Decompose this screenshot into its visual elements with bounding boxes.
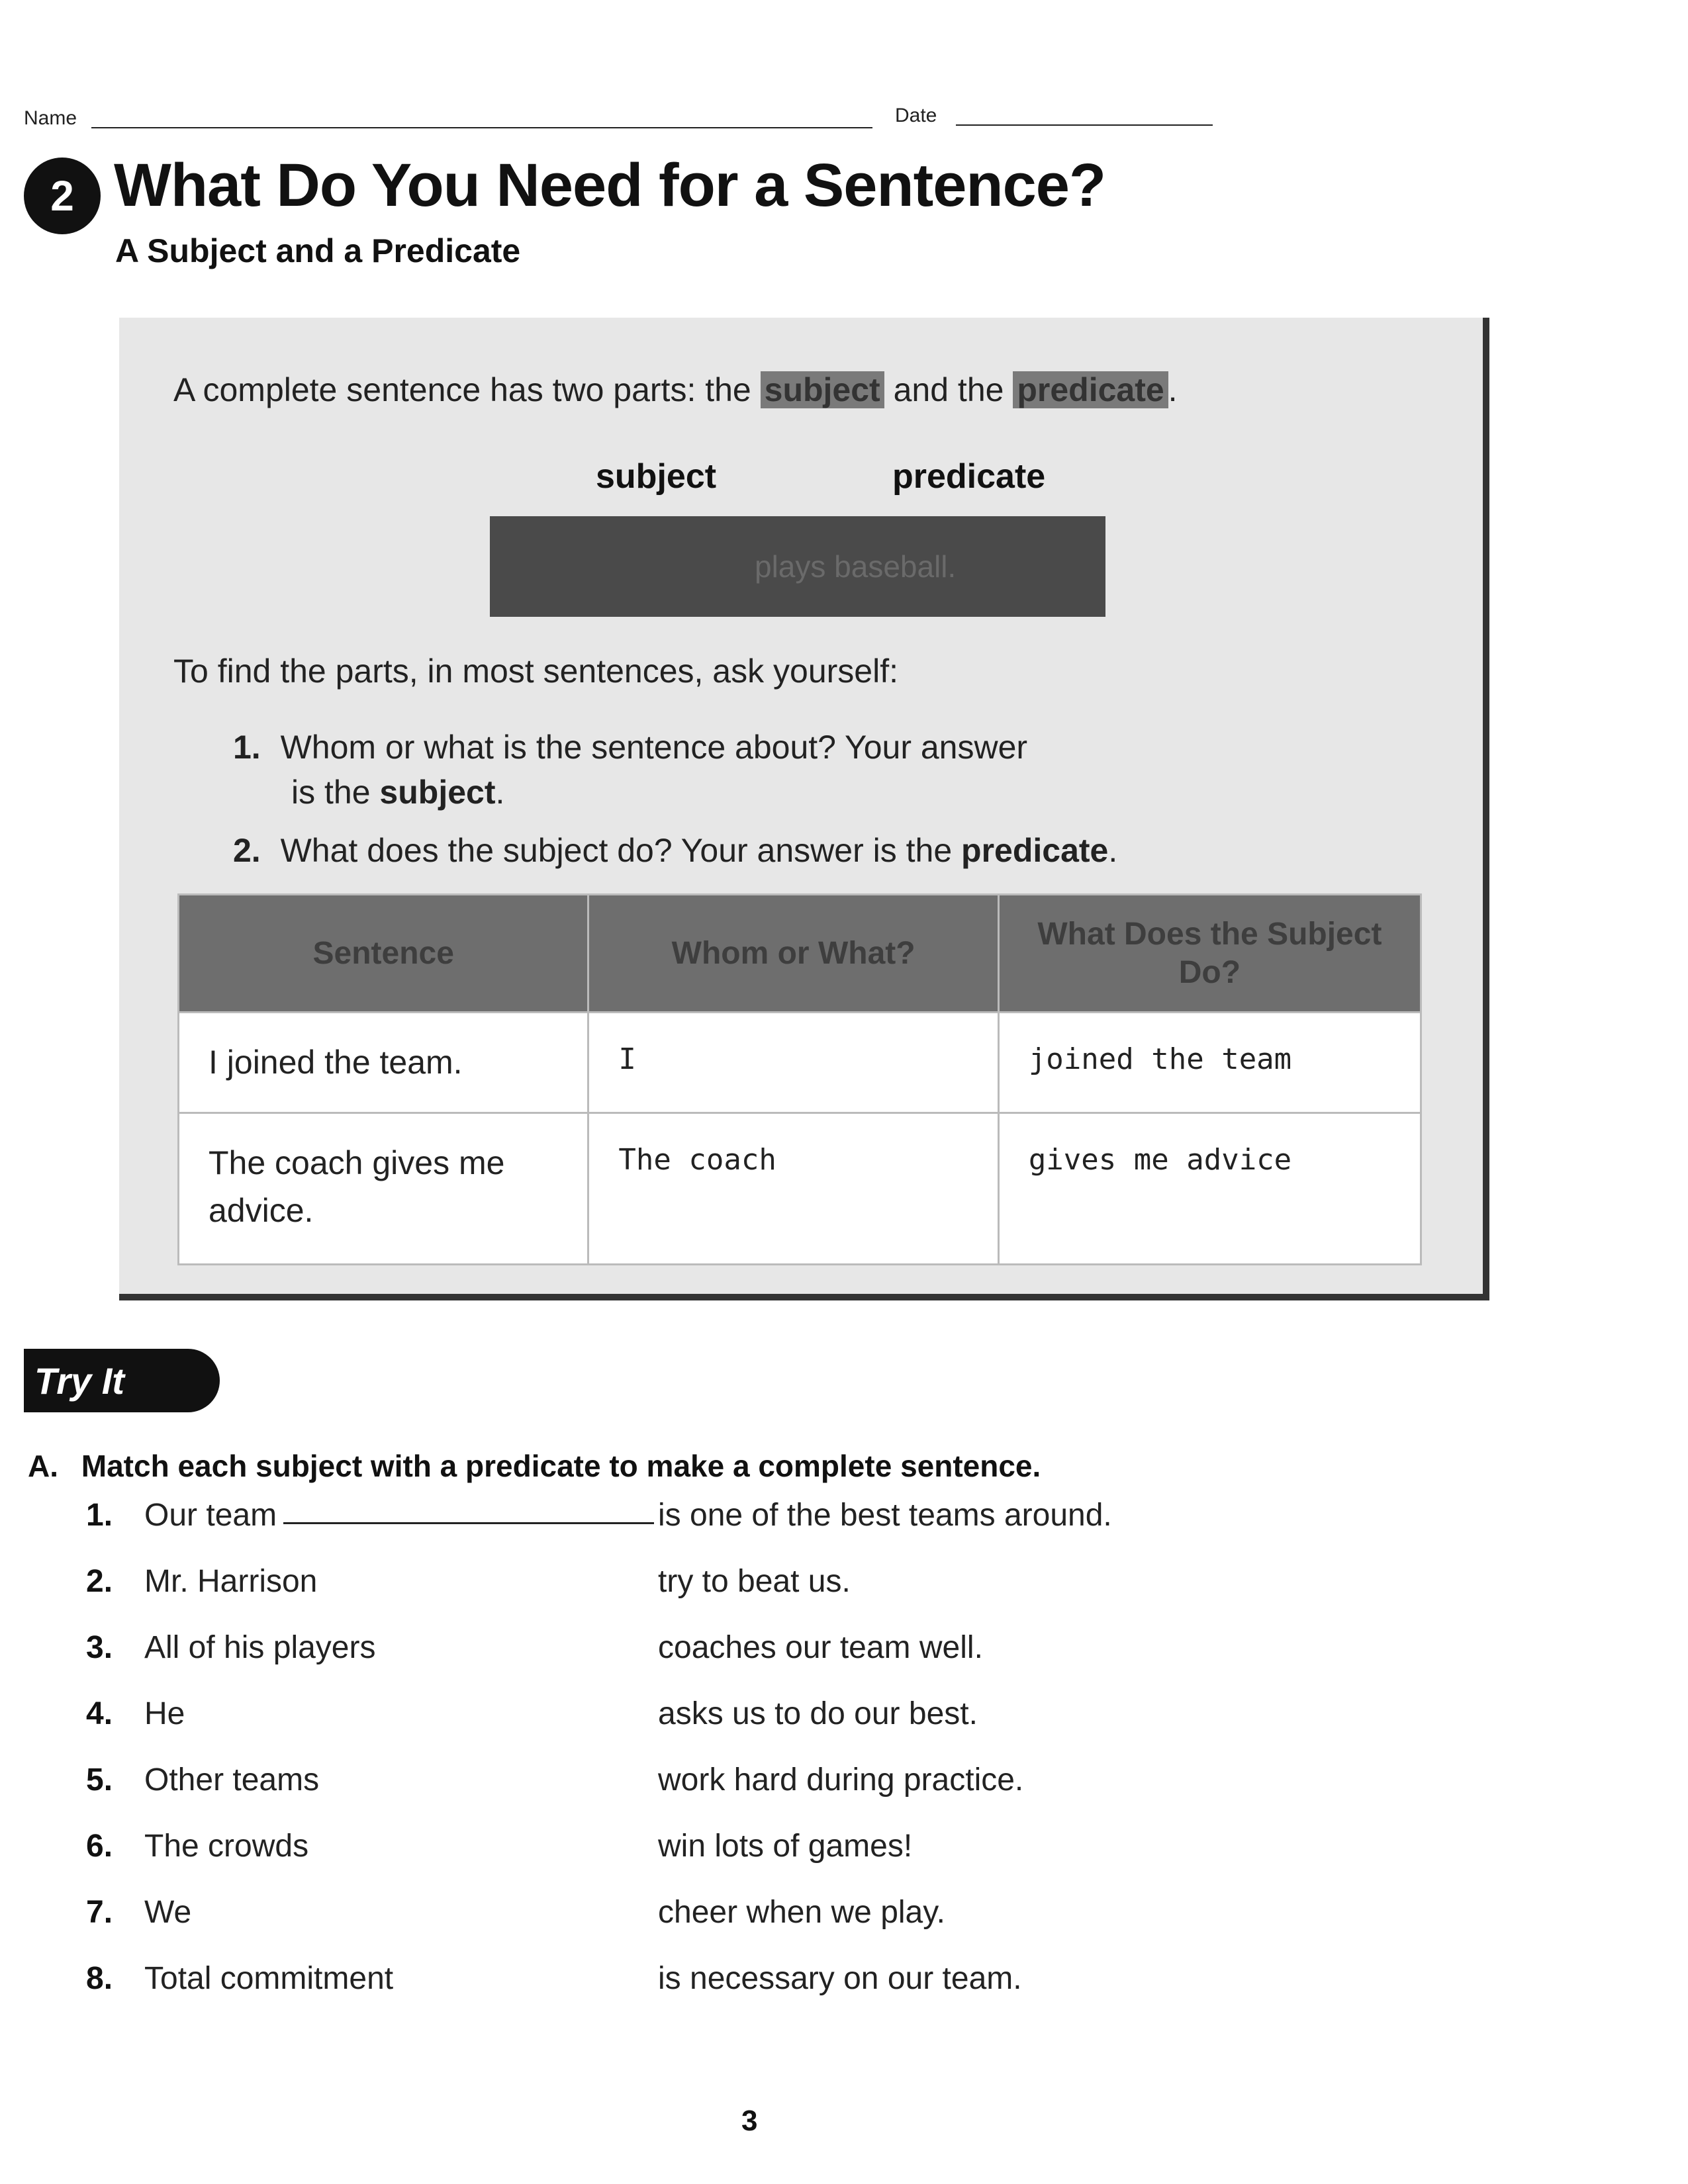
name-label: Name xyxy=(24,107,77,129)
list-item xyxy=(86,1762,1278,1828)
step-bold-term: predicate xyxy=(961,832,1109,869)
item-number: 5. xyxy=(86,1762,113,1797)
subject-highlight: subject xyxy=(761,371,884,408)
list-item xyxy=(86,1563,1278,1629)
item-subject[interactable]: The crowds xyxy=(144,1829,309,1864)
item-subject[interactable]: We xyxy=(144,1895,192,1930)
page-subtitle: A Subject and a Predicate xyxy=(115,232,521,269)
example-sentence-bar xyxy=(490,516,1105,617)
item-number: 6. xyxy=(86,1829,113,1864)
intro-text-mid: and the xyxy=(893,371,1004,408)
item-predicate[interactable]: cheer when we play. xyxy=(658,1895,946,1930)
page-title: What Do You Need for a Sentence? xyxy=(114,152,1106,219)
list-item xyxy=(86,1828,1278,1894)
step-number: 1. xyxy=(233,729,261,766)
table-cell-answer: I xyxy=(588,1013,998,1113)
exercise-list xyxy=(86,1497,1278,2026)
item-subject[interactable]: He xyxy=(144,1696,185,1731)
step-2 xyxy=(233,831,1117,870)
instruction-letter: A. xyxy=(28,1449,58,1483)
page-number: 3 xyxy=(741,2105,758,2137)
list-item xyxy=(86,1894,1278,1960)
table-cell-answer: joined the team xyxy=(998,1013,1421,1113)
list-item xyxy=(86,1696,1278,1762)
intro-text-end: . xyxy=(1168,371,1178,408)
date-line[interactable] xyxy=(956,124,1213,126)
item-predicate[interactable]: is one of the best teams around. xyxy=(658,1498,1112,1533)
item-number: 1. xyxy=(86,1498,113,1533)
item-predicate[interactable]: coaches our team well. xyxy=(658,1630,983,1665)
item-number: 8. xyxy=(86,1961,113,1996)
date-label: Date xyxy=(895,105,937,126)
list-item xyxy=(86,1960,1278,2026)
item-subject[interactable]: Our team xyxy=(144,1498,277,1533)
sentence-parts-table xyxy=(177,893,1422,1265)
item-predicate[interactable]: win lots of games! xyxy=(658,1829,913,1864)
instruction-text: Match each subject with a predicate to make a complete sentence. xyxy=(81,1449,1041,1483)
lesson-number-badge: 2 xyxy=(24,158,101,234)
step-text: Whom or what is the sentence about? Your answer xyxy=(280,729,1028,766)
item-predicate[interactable]: work hard during practice. xyxy=(658,1762,1024,1797)
item-number: 3. xyxy=(86,1630,113,1665)
item-subject[interactable]: Mr. Harrison xyxy=(144,1564,318,1599)
step-1-line-2 xyxy=(291,773,504,811)
step-1 xyxy=(233,728,1027,766)
item-subject[interactable]: Other teams xyxy=(144,1762,320,1797)
table-header: Sentence xyxy=(179,895,588,1013)
table-cell: I joined the team. xyxy=(179,1013,588,1113)
step-text-end: . xyxy=(495,774,505,811)
table-header: What Does the Subject Do? xyxy=(998,895,1421,1013)
item-predicate[interactable]: asks us to do our best. xyxy=(658,1696,978,1731)
table-row xyxy=(179,1013,1421,1113)
step-text: What does the subject do? Your answer is the xyxy=(280,832,953,869)
step-text-end: . xyxy=(1108,832,1118,869)
diagram-subject-label: subject xyxy=(596,457,717,496)
table-row xyxy=(179,1113,1421,1264)
table-cell: The coach gives me advice. xyxy=(179,1113,588,1264)
item-number: 4. xyxy=(86,1696,113,1731)
step-text: is the xyxy=(291,774,371,811)
item-predicate[interactable]: try to beat us. xyxy=(658,1564,851,1599)
find-intro: To find the parts, in most sentences, ask yourself: xyxy=(173,653,898,690)
table-header-row xyxy=(179,895,1421,1013)
item-subject[interactable]: Total commitment xyxy=(144,1961,394,1996)
intro-text-start: A complete sentence has two parts: the xyxy=(173,371,751,408)
exercise-instruction xyxy=(28,1448,1041,1484)
item-subject[interactable]: All of his players xyxy=(144,1630,376,1665)
table-cell-answer: The coach xyxy=(588,1113,998,1264)
table-header: Whom or What? xyxy=(588,895,998,1013)
item-predicate[interactable]: is necessary on our team. xyxy=(658,1961,1022,1996)
predicate-highlight: predicate xyxy=(1013,371,1168,408)
diagram-predicate-label: predicate xyxy=(892,457,1046,496)
step-number: 2. xyxy=(233,832,261,869)
name-line[interactable] xyxy=(91,127,872,128)
try-it-banner: Try It xyxy=(24,1349,220,1412)
item-number: 2. xyxy=(86,1564,113,1599)
item-number: 7. xyxy=(86,1895,113,1930)
table-cell-answer: gives me advice xyxy=(998,1113,1421,1264)
list-item xyxy=(86,1497,1278,1563)
step-bold-term: subject xyxy=(379,774,496,811)
list-item xyxy=(86,1629,1278,1696)
example-predicate-text: plays baseball. xyxy=(755,549,957,584)
intro-sentence xyxy=(173,371,1178,409)
